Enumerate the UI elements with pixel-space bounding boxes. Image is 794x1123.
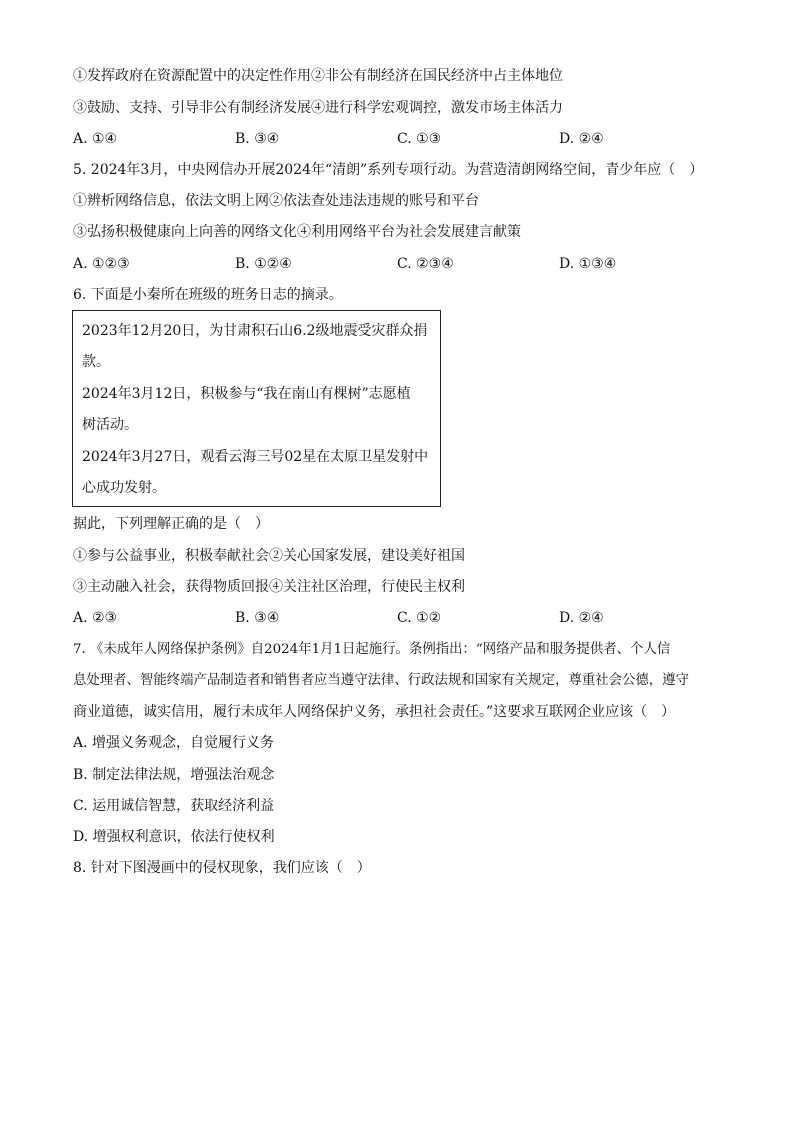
q6-option-b: B. ③④ <box>235 610 280 626</box>
q6-statement-2: ③主动融入社会，获得物质回报④关注社区治理，行使民主权利 <box>73 579 465 595</box>
q7-question-line-1: 7. 《未成年人网络保护条例》自2024年1月1日起施行。条例指出：“网络产品和服务提供者、个人信 <box>73 642 671 657</box>
q6-log-line: 心成功发射。 <box>82 480 166 496</box>
q7-option-b: B. 制定法律法规，增强法治观念 <box>73 767 275 783</box>
q5-question: 5. 2024年3月，中央网信办开展2024年“清朗”系列专项行动。为营造清朗网络空间，青少年应（ ） <box>73 162 704 178</box>
q5-option-c: C. ②③④ <box>397 256 454 272</box>
q5-option-b: B. ①②④ <box>235 256 292 272</box>
q6-log-line: 树活动。 <box>82 417 138 433</box>
q4-option-c: C. ①③ <box>397 131 442 147</box>
q6-option-d: D. ②④ <box>559 610 604 626</box>
q6-log-line: 2024年3月27日，观看云海三号02星在太原卫星发射中 <box>82 449 429 465</box>
q4-option-b: B. ③④ <box>235 131 280 147</box>
q6-log-line: 2023年12月20日，为甘肃积石山6.2级地震受灾群众捐 <box>82 323 428 339</box>
q7-option-a: A. 增强义务观念，自觉履行义务 <box>73 735 275 751</box>
q6-question: 6. 下面是小秦所在班级的班务日志的摘录。 <box>73 287 343 303</box>
q7-question-line-2: 息处理者、智能终端产品制造者和销售者应当遵守法律、行政法规和国家有关规定，尊重社会公德，遵守 <box>73 673 689 688</box>
q6-log-line: 款。 <box>82 354 110 370</box>
q4-option-a: A. ①④ <box>73 131 118 147</box>
q5-option-a: A. ①②③ <box>73 256 130 272</box>
q7-option-d: D. 增强权利意识，依法行使权利 <box>73 829 275 845</box>
q6-option-c: C. ①② <box>397 610 442 626</box>
q4-statement-1: ①发挥政府在资源配置中的决定性作用②非公有制经济在国民经济中占主体地位 <box>73 68 563 84</box>
q6-log-box <box>72 310 441 507</box>
q6-prompt: 据此，下列理解正确的是（ ） <box>73 516 269 532</box>
q4-statement-2: ③鼓励、支持、引导非公有制经济发展④进行科学宏观调控，激发市场主体活力 <box>73 100 563 116</box>
q5-statement-2: ③弘扬积极健康向上向善的网络文化④利用网络平台为社会发展建言献策 <box>73 224 521 240</box>
q5-statement-1: ①辨析网络信息，依法文明上网②依法查处违法违规的账号和平台 <box>73 193 479 209</box>
q8-question: 8. 针对下图漫画中的侵权现象，我们应该（ ） <box>73 860 371 876</box>
q6-statement-1: ①参与公益事业，积极奉献社会②关心国家发展，建设美好祖国 <box>73 548 465 564</box>
q4-option-d: D. ②④ <box>559 131 604 147</box>
q6-option-a: A. ②③ <box>73 610 118 626</box>
q7-question-line-3: 商业道德，诚实信用，履行未成年人网络保护义务，承担社会责任。”这要求互联网企业应该（ ） <box>73 704 676 720</box>
q6-log-line: 2024年3月12日，积极参与“我在南山有棵树”志愿植 <box>82 386 411 402</box>
q7-option-c: C. 运用诚信智慧，获取经济利益 <box>73 798 275 814</box>
q5-option-d: D. ①③④ <box>559 256 617 272</box>
